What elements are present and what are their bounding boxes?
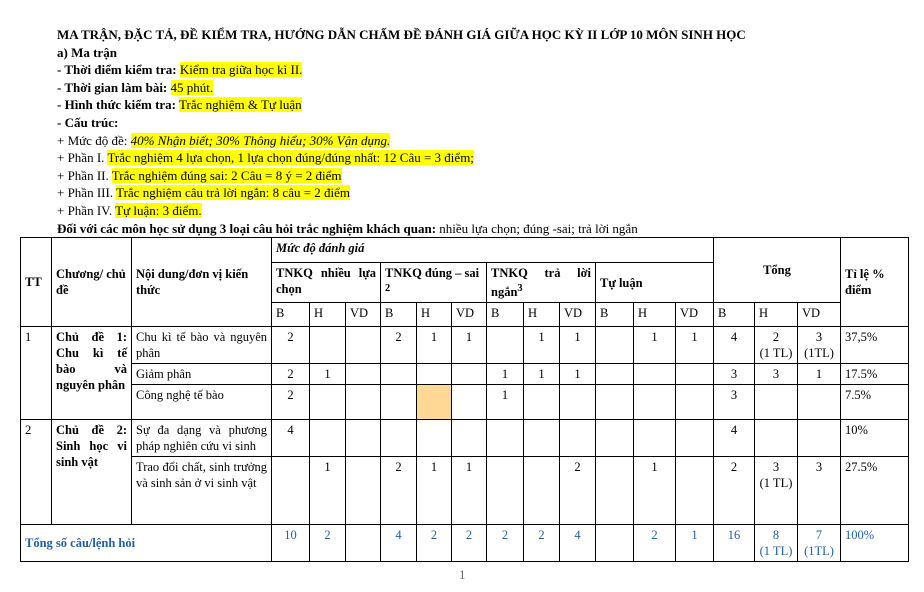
matrix-cell: 1 — [310, 364, 346, 385]
level-header-cell: B — [487, 303, 524, 327]
matrix-cell: 1 — [634, 327, 676, 364]
matrix-cell: 2 — [310, 525, 346, 562]
matrix-cell: 2 — [487, 525, 524, 562]
matrix-cell: 1 — [452, 327, 487, 364]
matrix-cell — [487, 457, 524, 525]
exam-time-label: - Thời điểm kiểm tra: — [57, 62, 177, 78]
matrix-cell — [452, 385, 487, 420]
matrix-cell: 2 — [714, 457, 755, 525]
header-total: Tổng — [714, 238, 841, 303]
matrix-cell: 3 — [798, 457, 841, 525]
header-essay: Tự luận — [596, 263, 714, 303]
matrix-cell — [417, 385, 452, 420]
table-row — [21, 385, 909, 420]
header-tnkq-short-answer-sup: 3 — [517, 283, 523, 294]
matrix-cell: 2 — [452, 525, 487, 562]
matrix-cell: 4 — [381, 525, 417, 562]
matrix-cell: 4 — [272, 420, 310, 457]
matrix-cell: 3 — [714, 364, 755, 385]
matrix-cell: 1 — [417, 457, 452, 525]
matrix-cell — [417, 364, 452, 385]
header-assessment-level: Mức độ đánh giá — [272, 238, 714, 263]
matrix-cell: 4 — [560, 525, 596, 562]
content-unit: Công nghệ tế bào — [132, 385, 272, 420]
matrix-cell: 2 — [272, 327, 310, 364]
level-header-cell: B — [714, 303, 755, 327]
content-unit: Trao đổi chất, sinh trưởng và sinh sản ở vi sinh vật — [132, 457, 272, 525]
matrix-cell — [755, 420, 798, 457]
matrix-cell: 2 — [634, 525, 676, 562]
ratio-cell: 37,5% — [841, 327, 909, 364]
matrix-cell — [310, 385, 346, 420]
level-header-cell: B — [381, 303, 417, 327]
part4-line — [57, 202, 917, 220]
matrix-cell: 1 — [676, 525, 714, 562]
form-line — [57, 96, 917, 114]
matrix-cell — [346, 385, 381, 420]
matrix-cell — [798, 385, 841, 420]
document-title: MA TRẬN, ĐẶC TẢ, ĐỀ KIỂM TRA, HƯỚNG DẪN CHẤM ĐỀ ĐÁNH GIÁ GIỮA HỌC KỲ II LỚP 10 MÔN SINH HỌC — [57, 27, 746, 42]
matrix-cell — [346, 420, 381, 457]
header-ratio: Tỉ lệ % điểm — [841, 238, 909, 327]
level-header-cell: H — [310, 303, 346, 327]
matrix-cell: 2 — [381, 327, 417, 364]
matrix-cell — [676, 420, 714, 457]
matrix-cell — [346, 327, 381, 364]
matrix-cell: 3 (1TL) — [798, 327, 841, 364]
duration-line — [57, 79, 917, 97]
matrix-cell: 4 — [714, 420, 755, 457]
matrix-cell: 1 — [560, 327, 596, 364]
matrix-cell: 7 (1TL) — [798, 525, 841, 562]
matrix-cell — [596, 385, 634, 420]
matrix-cell — [596, 457, 634, 525]
matrix-cell: 1 — [634, 457, 676, 525]
total-label: Tổng số câu/lệnh hỏi — [21, 525, 272, 562]
topic-number: 1 — [21, 327, 52, 420]
duration-label: - Thời gian làm bài: — [57, 79, 168, 95]
matrix-cell — [487, 420, 524, 457]
duration-value: 45 phút. — [170, 79, 214, 95]
total-ratio: 100% — [841, 525, 909, 562]
matrix-cell — [272, 457, 310, 525]
part3-label: + Phần III. — [57, 185, 114, 201]
level-header-cell: VD — [798, 303, 841, 327]
ratio-cell: 27.5% — [841, 457, 909, 525]
matrix-cell: 2 — [417, 525, 452, 562]
part1-line — [57, 149, 917, 167]
matrix-cell: 3 — [755, 364, 798, 385]
part2-label: + Phần II. — [57, 167, 109, 183]
matrix-cell: 2 — [560, 457, 596, 525]
form-label: - Hình thức kiểm tra: — [57, 97, 177, 113]
topic-number: 2 — [21, 420, 52, 525]
part2-line — [57, 167, 917, 185]
header-tt: TT — [21, 238, 52, 327]
level-label: + Mức độ đề: — [57, 132, 128, 148]
matrix-cell — [524, 420, 560, 457]
part3-line — [57, 184, 917, 202]
header-tnkq-short-answer-label: TNKQ trả lời ngắn — [491, 266, 591, 300]
level-header-cell: VD — [676, 303, 714, 327]
matrix-cell: 16 — [714, 525, 755, 562]
level-header-cell: B — [272, 303, 310, 327]
table-row — [21, 420, 909, 457]
matrix-cell — [596, 327, 634, 364]
matrix-cell: 1 — [524, 327, 560, 364]
level-header-cell: H — [634, 303, 676, 327]
ratio-cell: 17.5% — [841, 364, 909, 385]
exam-time-line — [57, 61, 917, 79]
matrix-cell — [676, 364, 714, 385]
matrix-cell — [452, 420, 487, 457]
matrix-cell: 2 — [272, 364, 310, 385]
part1-label: + Phần I. — [57, 150, 105, 166]
table-row — [21, 457, 909, 525]
level-header-cell: VD — [346, 303, 381, 327]
matrix-cell: 2 — [272, 385, 310, 420]
part3-value: Trắc nghiệm câu trả lời ngắn: 8 câu = 2 điểm — [116, 185, 351, 201]
matrix-cell — [634, 385, 676, 420]
content-unit: Giảm phân — [132, 364, 272, 385]
matrix-cell: 3 — [714, 385, 755, 420]
matrix-cell: 4 — [714, 327, 755, 364]
exam-time-value: Kiểm tra giữa học kì II. — [179, 62, 303, 78]
table-row — [21, 364, 909, 385]
header-chapter: Chương/ chủ đề — [52, 238, 132, 327]
level-line — [57, 132, 917, 150]
matrix-cell — [596, 420, 634, 457]
section-heading: a) Ma trận — [57, 44, 117, 60]
topic-name: Chủ đề 2: Sinh học vi sinh vật — [52, 420, 132, 525]
structure-label: - Cấu trúc: — [57, 114, 119, 130]
matrix-cell: 3 (1 TL) — [755, 457, 798, 525]
matrix-cell: 1 — [452, 457, 487, 525]
part1-value: Trắc nghiệm 4 lựa chọn, 1 lựa chọn đúng/đúng nhất: 12 Câu = 3 điểm; — [107, 150, 474, 166]
level-header-cell: H — [755, 303, 798, 327]
matrix-cell — [487, 327, 524, 364]
part4-value: Tự luận: 3 điểm. — [115, 202, 202, 218]
content-unit: Chu kì tế bào và nguyên phân — [132, 327, 272, 364]
header-tnkq-true-false-sup: 2 — [385, 283, 391, 294]
matrix-cell — [381, 364, 417, 385]
ratio-cell: 10% — [841, 420, 909, 457]
level-header-cell: VD — [560, 303, 596, 327]
level-header-cell: VD — [452, 303, 487, 327]
page-number: 1 — [459, 567, 466, 582]
note-bold: Đối với các môn học sử dụng 3 loại câu hỏi trắc nghiệm khách quan: — [57, 220, 437, 236]
matrix-cell — [634, 420, 676, 457]
matrix-cell: 2 — [381, 457, 417, 525]
matrix-cell: 1 — [417, 327, 452, 364]
matrix-cell — [346, 525, 381, 562]
matrix-cell: 1 — [487, 364, 524, 385]
matrix-cell — [524, 457, 560, 525]
matrix-cell — [310, 420, 346, 457]
matrix-cell — [524, 385, 560, 420]
matrix-cell — [596, 525, 634, 562]
note-rest: nhiều lựa chọn; đúng -sai; trả lời ngắn — [436, 220, 638, 236]
matrix-cell: 10 — [272, 525, 310, 562]
content-unit: Sự đa dạng và phương pháp nghiên cứu vi sinh — [132, 420, 272, 457]
table-row — [21, 327, 909, 364]
matrix-cell — [634, 364, 676, 385]
matrix-cell: 1 — [798, 364, 841, 385]
matrix-cell — [346, 364, 381, 385]
document-intro — [57, 26, 917, 237]
matrix-cell — [755, 385, 798, 420]
level-header-cell: H — [524, 303, 560, 327]
note-line — [57, 220, 917, 238]
matrix-cell: 1 — [524, 364, 560, 385]
ratio-cell: 7.5% — [841, 385, 909, 420]
matrix-cell — [676, 457, 714, 525]
topic-name: Chủ đề 1: Chu kì tế bào và nguyên phân — [52, 327, 132, 420]
header-tnkq-true-false — [381, 263, 487, 303]
matrix-cell: 2 — [524, 525, 560, 562]
header-tnkq-true-false-label: TNKQ đúng – sai — [385, 266, 480, 280]
matrix-cell — [381, 420, 417, 457]
level-header-cell: H — [417, 303, 452, 327]
matrix-cell: 1 — [487, 385, 524, 420]
form-value: Trắc nghiệm & Tự luận — [179, 97, 302, 113]
matrix-cell: 2 (1 TL) — [755, 327, 798, 364]
matrix-cell — [560, 385, 596, 420]
level-value: 40% Nhận biết; 30% Thông hiểu; 30% Vận dụng. — [130, 132, 391, 148]
matrix-cell — [676, 385, 714, 420]
matrix-cell — [798, 420, 841, 457]
part2-value: Trắc nghiệm đúng sai: 2 Câu = 8 ý = 2 điểm — [111, 167, 342, 183]
matrix-cell — [381, 385, 417, 420]
matrix-cell — [560, 420, 596, 457]
header-content: Nội dung/đơn vị kiến thức — [132, 238, 272, 327]
matrix-cell — [310, 327, 346, 364]
matrix-cell — [596, 364, 634, 385]
level-header-cell: B — [596, 303, 634, 327]
header-tnkq-short-answer — [487, 263, 596, 303]
header-tnkq-multiple-choice: TNKQ nhiều lựa chọn — [272, 263, 381, 303]
matrix-cell — [417, 420, 452, 457]
part4-label: + Phần IV. — [57, 202, 113, 218]
matrix-cell: 8 (1 TL) — [755, 525, 798, 562]
total-row — [21, 525, 909, 562]
matrix-cell — [452, 364, 487, 385]
matrix-cell: 1 — [560, 364, 596, 385]
matrix-cell — [346, 457, 381, 525]
matrix-table — [20, 237, 909, 562]
matrix-cell: 1 — [676, 327, 714, 364]
matrix-cell: 1 — [310, 457, 346, 525]
